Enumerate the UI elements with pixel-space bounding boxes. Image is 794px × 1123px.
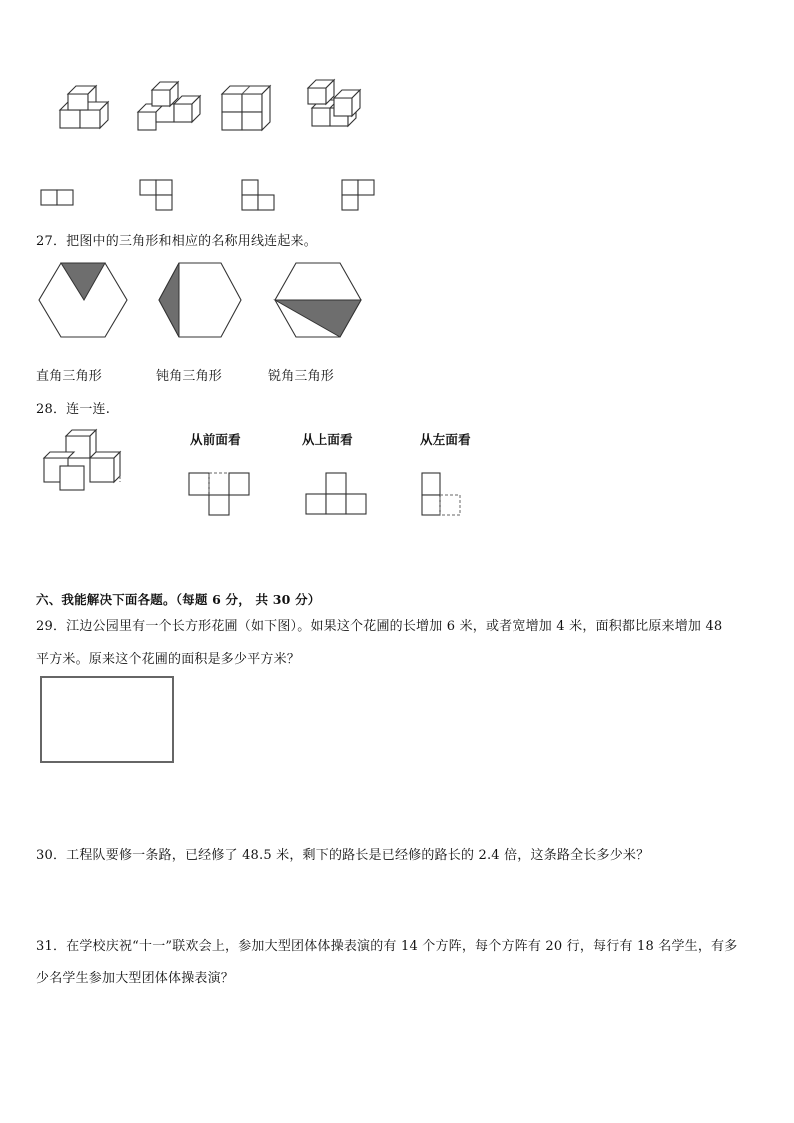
view-3 [242,180,274,210]
cube-figure-3 [222,86,270,130]
hexagon-2 [159,263,241,337]
name-acute-triangle: 锐角三角形 [268,369,335,384]
flower-bed-rectangle [40,676,174,763]
cube-figure-2 [138,82,200,130]
label-left-view: 从左面看 [420,432,471,447]
left-view-shape [422,473,460,515]
label-front-view: 从前面看 [190,432,241,447]
cube-figure-4 [308,80,360,126]
q29-line1: 29．江边公园里有一个长方形花圃（如下图）。如果这个花圃的长增加 6 米，或者宽增加 4 米，面积都比原来增加 48 [36,619,723,634]
cube-figures [40,70,380,220]
q29-line2: 平方米。原来这个花圃的面积是多少平方米？ [36,652,301,667]
q31-line2: 少名学生参加大型团体体操表演？ [36,971,235,986]
view-2 [140,180,172,210]
name-right-triangle: 直角三角形 [36,369,103,384]
q27-prompt: 27．把图中的三角形和相应的名称用线连起来。 [36,234,317,249]
view-1 [41,190,73,205]
q28-prompt: 28．连一连. [36,402,111,417]
q28-views [186,470,486,518]
q27-hexagons [38,262,368,342]
label-top-view: 从上面看 [302,432,353,447]
section6-heading: 六、我能解决下面各题。（每题 6 分， 共 30 分） [36,592,321,607]
q30-line1: 30．工程队要修一条路，已经修了 48.5 米，剩下的路长是已经修的路长的 2.4 倍，这条路全长多少米？ [36,848,650,863]
hexagon-3 [275,263,361,337]
hexagon-1 [39,263,127,337]
q31-line1: 31．在学校庆祝“十一”联欢会上，参加大型团体体操表演的有 14 个方阵，每个方阵有 20 行，每行有 18 名学生，有多 [36,939,738,954]
name-obtuse-triangle: 钝角三角形 [156,369,223,384]
top-view-shape [306,473,366,514]
front-view-shape [189,473,249,515]
q28-solid [40,428,140,498]
view-4 [342,180,374,210]
cube-figure-1 [60,86,108,128]
